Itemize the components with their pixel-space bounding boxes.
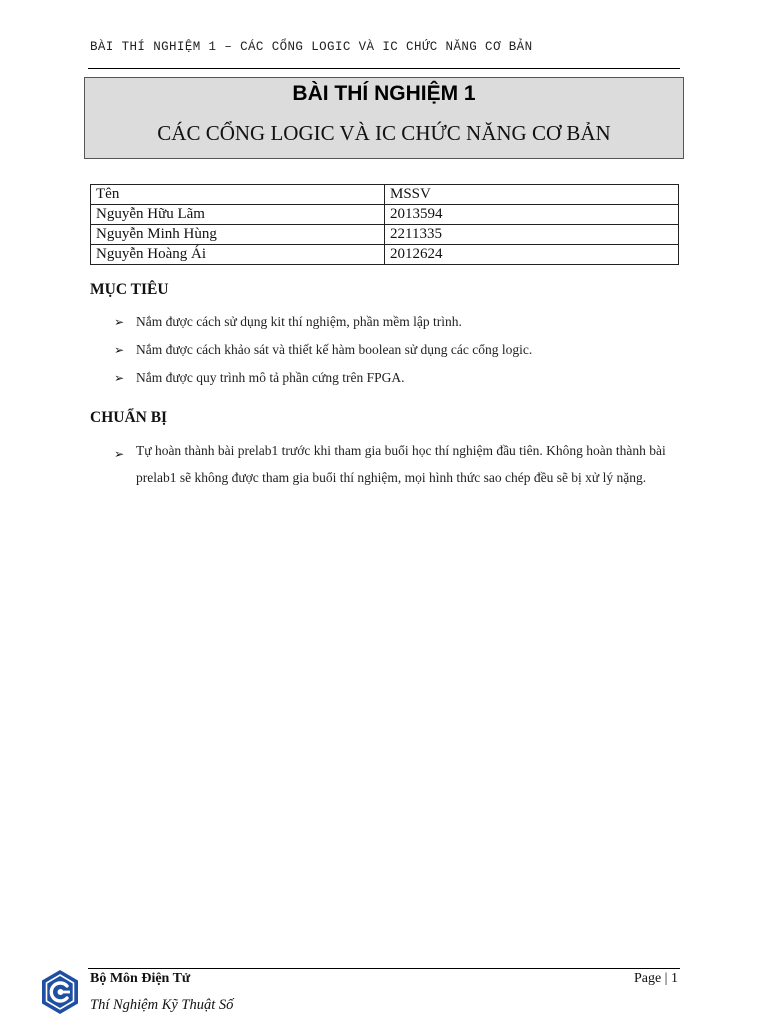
objectives-heading: MỤC TIÊU xyxy=(90,281,169,298)
member-student-id: 2013594 xyxy=(385,205,679,225)
member-name: Nguyễn Hữu Lãm xyxy=(91,205,385,225)
members-table xyxy=(90,184,679,265)
member-student-id: 2211335 xyxy=(385,225,679,245)
objective-text: Nắm được quy trình mô tả phần cứng trên FPGA. xyxy=(136,370,405,385)
preparation-text: Tự hoàn thành bài prelab1 trước khi tham gia buổi học thí nghiệm đầu tiên. Không hoàn thành bài prelab1 sẽ không được tham gia buổi thí nghiệm, mọi hình thức sao chép đều sẽ bị xử lý nặng. xyxy=(136,443,666,485)
list-item xyxy=(114,312,532,340)
university-logo-icon xyxy=(40,969,80,1015)
member-name: Nguyễn Hoàng Ái xyxy=(91,245,385,265)
table-header-row xyxy=(91,185,679,205)
preparation-heading: CHUẨN BỊ xyxy=(90,409,168,426)
document-title: BÀI THÍ NGHIỆM 1 xyxy=(292,82,476,105)
document-subtitle: CÁC CỔNG LOGIC VÀ IC CHỨC NĂNG CƠ BẢN xyxy=(157,121,611,145)
arrow-bullet-icon: ➢ xyxy=(114,371,125,385)
preparation-list xyxy=(114,437,679,491)
objective-text: Nắm được cách sử dụng kit thí nghiệm, phần mềm lập trình. xyxy=(136,314,462,329)
header-divider xyxy=(88,68,680,69)
list-item xyxy=(114,340,532,368)
department-name: Bộ Môn Điện Tử xyxy=(90,971,191,986)
table-row xyxy=(91,225,679,245)
list-item xyxy=(114,368,532,396)
footer-divider xyxy=(88,968,680,969)
title-box xyxy=(84,77,684,159)
member-name: Nguyễn Minh Hùng xyxy=(91,225,385,245)
header-student-id: MSSV xyxy=(385,185,679,205)
objectives-list xyxy=(114,312,532,396)
running-header: BÀI THÍ NGHIỆM 1 – CÁC CỔNG LOGIC VÀ IC CHỨC NĂNG CƠ BẢN xyxy=(90,40,533,54)
list-item xyxy=(114,437,679,491)
table-row xyxy=(91,245,679,265)
table-row xyxy=(91,205,679,225)
header-name: Tên xyxy=(91,185,385,205)
arrow-bullet-icon: ➢ xyxy=(114,315,125,329)
arrow-bullet-icon: ➢ xyxy=(114,447,125,461)
course-name: Thí Nghiệm Kỹ Thuật Số xyxy=(90,997,234,1013)
arrow-bullet-icon: ➢ xyxy=(114,343,125,357)
member-student-id: 2012624 xyxy=(385,245,679,265)
page-number: Page | 1 xyxy=(633,971,678,986)
objective-text: Nắm được cách khảo sát và thiết kế hàm boolean sử dụng các cổng logic. xyxy=(136,342,533,357)
